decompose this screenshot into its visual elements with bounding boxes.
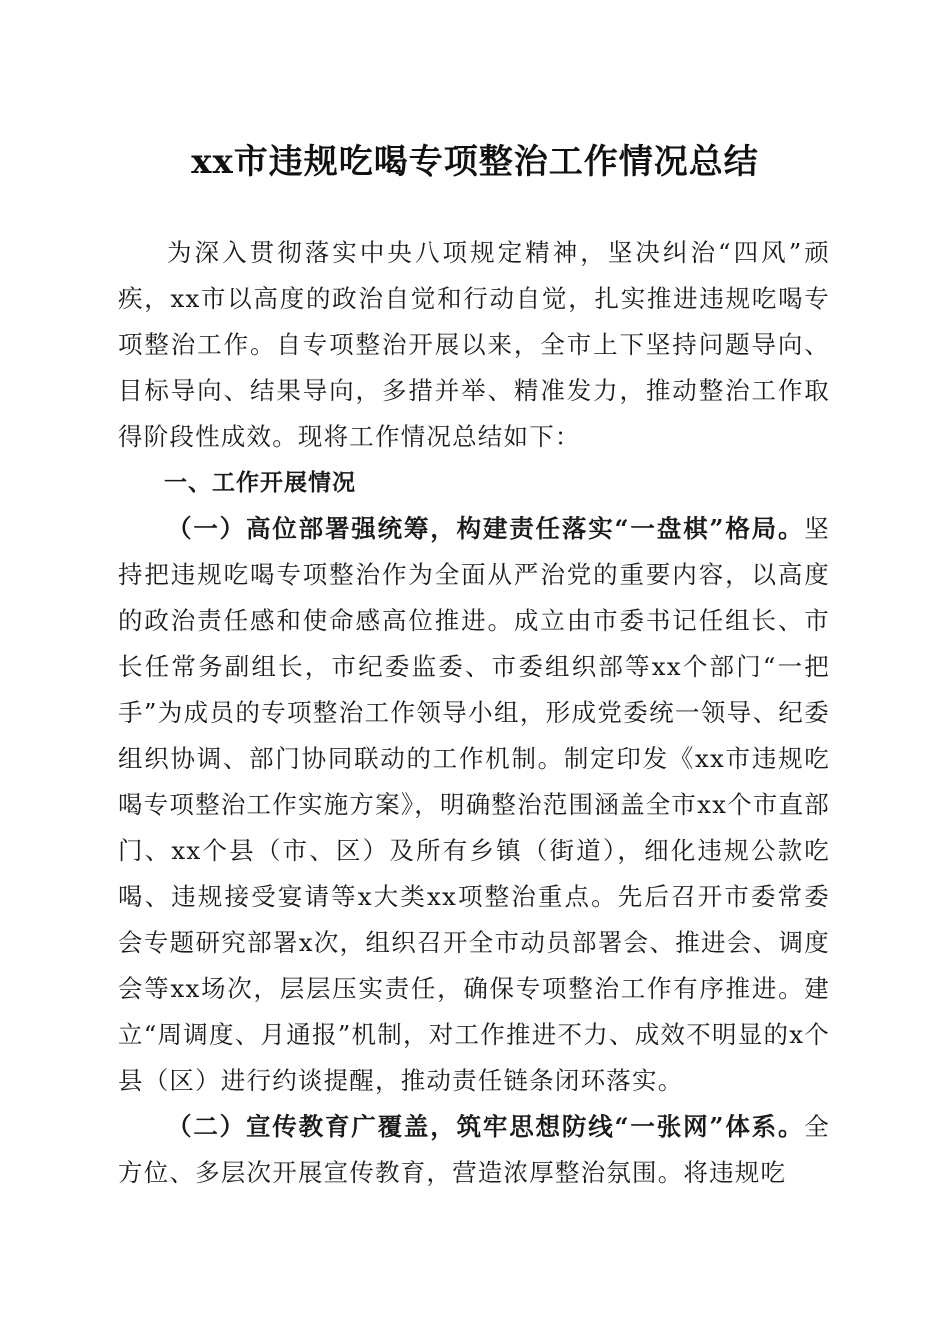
subsection-paragraph-1 [118,506,830,1104]
subsection-paragraph-2 [118,1104,830,1196]
subsection-heading-2: （二）宣传教育广覆盖，筑牢思想防线“一张网”体系。 [167,1112,805,1141]
document-title: xx市违规吃喝专项整治工作情况总结 [191,142,759,182]
subsection-text-2: 全方位、多层次开展宣传教育，营造浓厚整治氛围。将违规吃 [118,1112,830,1187]
subsection-text-1: 坚持把违规吃喝专项整治作为全面从严治党的重要内容，以高度的政治责任感和使命感高位推进。成立由市委书记任组长、市长任常务副组长，市纪委监委、市委组织部等xx个部门“一把手”为成员的专项整治工作领导小组，形成党委统一领导、纪委组织协调、部门协同联动的工作机制。制定印发《xx市违规吃喝专项整治工作实施方案》，明确整治范围涵盖全市xx个市直部门、xx个县（市、区）及所有乡镇（街道），细化违规公款吃喝、违规接受宴请等x大类xx项整治重点。先后召开市委常委会专题研究部署x次，组织召开全市动员部署会、推进会、调度会等xx场次，层层压实责任，确保专项整治工作有序推进。建立“周调度、月通报”机制，对工作推进不力、成效不明显的x个县（区）进行约谈提醒，推动责任链条闭环落实。 [118,514,830,1095]
subsection-heading-1: （一）高位部署强统筹，构建责任落实“一盘棋”格局。 [167,514,805,543]
intro-paragraph: 为深入贯彻落实中央八项规定精神，坚决纠治“四风”顽疾，xx市以高度的政治自觉和行动自觉，扎实推进违规吃喝专项整治工作。自专项整治开展以来，全市上下坚持问题导向、目标导向、结果导向，多措并举、精准发力，推动整治工作取得阶段性成效。现将工作情况总结如下： [118,238,830,451]
document-body [118,230,830,1196]
section-heading: 一、工作开展情况 [164,470,356,496]
